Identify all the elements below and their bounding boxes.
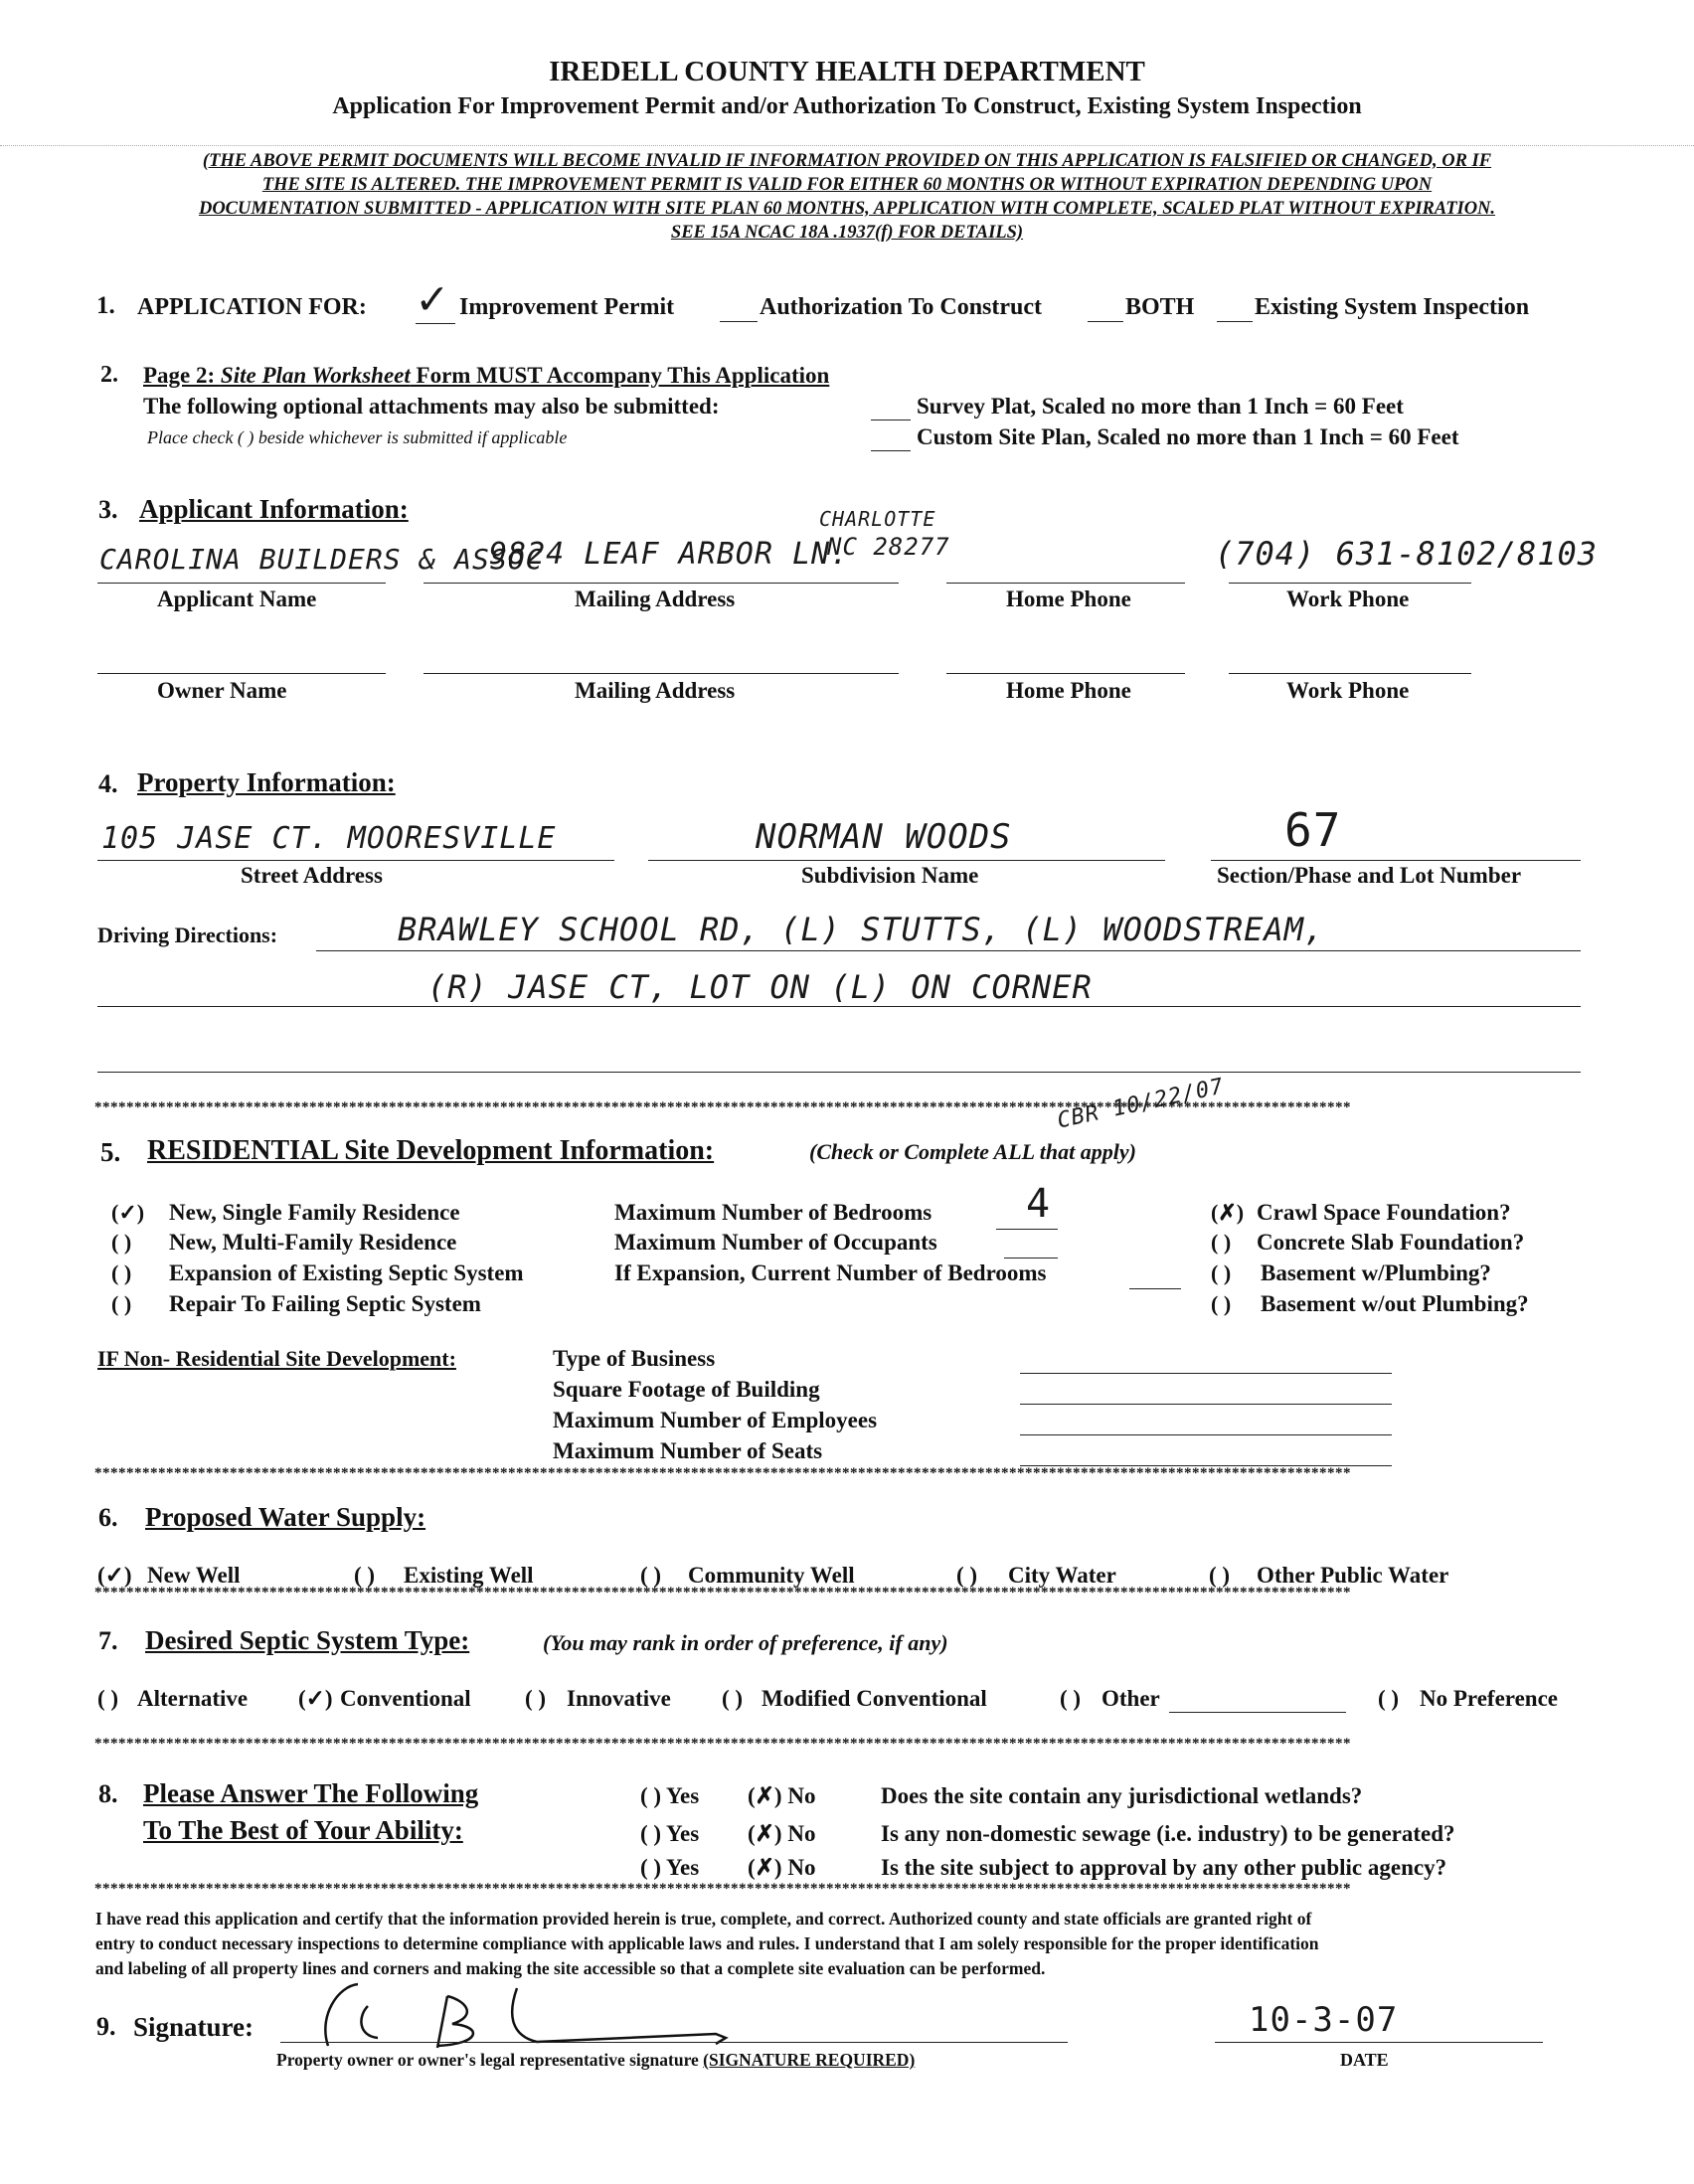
place-check-note: Place check ( ) beside whichever is submitted if applicable xyxy=(147,427,568,447)
innovative-label: Innovative xyxy=(567,1686,671,1711)
warning-line: SEE 15A NCAC 18A .1937(f) FOR DETAILS) xyxy=(670,223,1024,243)
owner-home-phone-line[interactable] xyxy=(946,673,1185,674)
option-survey-plat: Survey Plat, Scaled no more than 1 Inch = 60 Feet xyxy=(917,394,1404,419)
mailing-address-label: Mailing Address xyxy=(575,587,736,611)
max-seats-label: Maximum Number of Seats xyxy=(553,1438,823,1463)
septic-check[interactable]: ( ) xyxy=(97,1686,119,1711)
other-septic-line[interactable] xyxy=(1169,1712,1346,1713)
max-bedrooms-value[interactable]: 4 xyxy=(1026,1181,1052,1227)
res-check[interactable]: ( ) xyxy=(111,1260,132,1285)
residential-subtitle: (Check or Complete ALL that apply) xyxy=(809,1139,1136,1164)
agency-question: Is the site subject to approval by any other public agency? xyxy=(881,1855,1447,1880)
yes-option[interactable]: ( ) Yes xyxy=(640,1855,700,1880)
date-line xyxy=(1215,2042,1543,2043)
section-number: 7. xyxy=(98,1626,118,1655)
date-label: DATE xyxy=(1340,2050,1389,2070)
header-divider xyxy=(0,145,1694,146)
septic-check[interactable]: (✓) xyxy=(298,1686,333,1711)
no-preference-label: No Preference xyxy=(1420,1686,1558,1711)
section-number: 5. xyxy=(100,1137,121,1167)
mailing-address-line xyxy=(424,583,899,584)
lot-number-value[interactable]: 67 xyxy=(1284,803,1342,857)
site-plan-requirement xyxy=(143,363,829,389)
owner-name-line[interactable] xyxy=(97,673,386,674)
water-check[interactable]: ( ) xyxy=(354,1563,376,1588)
yes-option[interactable]: ( ) Yes xyxy=(640,1783,700,1808)
applicant-info-title: Applicant Information: xyxy=(139,494,409,524)
checkbox-line-both[interactable] xyxy=(1088,321,1123,322)
subdivision-value[interactable]: NORMAN WOODS xyxy=(756,817,1012,857)
section-number: 9. xyxy=(96,2012,116,2041)
directions-line-1 xyxy=(316,950,1581,951)
certification-line: and labeling of all property lines and corners and making the site accessible so that a complete site evaluation can be performed. xyxy=(95,1958,1046,1978)
square-footage-line[interactable] xyxy=(1020,1404,1392,1405)
sewage-question: Is any non-domestic sewage (i.e. industry) to be generated? xyxy=(881,1821,1455,1846)
driving-directions-label: Driving Directions: xyxy=(97,923,278,947)
work-phone-label: Work Phone xyxy=(1286,587,1410,611)
directions-line-3[interactable] xyxy=(97,1072,1581,1073)
foundation-check[interactable]: ( ) xyxy=(1211,1260,1232,1285)
lot-number-line xyxy=(1211,860,1581,861)
street-address-label: Street Address xyxy=(241,863,383,888)
checkbox-line-existing[interactable] xyxy=(1217,321,1253,322)
water-check[interactable]: ( ) xyxy=(640,1563,662,1588)
applicant-name-value[interactable]: CAROLINA BUILDERS & ASSOC xyxy=(99,543,544,576)
optional-attachments-text: The following optional attachments may also be submitted: xyxy=(143,394,720,419)
lot-number-label: Section/Phase and Lot Number xyxy=(1217,863,1522,888)
conventional-label: Conventional xyxy=(340,1686,471,1711)
max-occupants-label: Maximum Number of Occupants xyxy=(614,1230,937,1255)
no-option[interactable]: (✗) No xyxy=(748,1821,816,1846)
separator-stars: ************************************************************************************************************************************************************** xyxy=(94,1881,1351,1897)
existing-well-label: Existing Well xyxy=(404,1563,534,1588)
current-bedrooms-line[interactable] xyxy=(1129,1288,1181,1289)
type-of-business-line[interactable] xyxy=(1020,1373,1392,1374)
warning-line: THE SITE IS ALTERED. THE IMPROVEMENT PERMIT IS VALID FOR EITHER 60 MONTHS OR WITHOUT EXPIRATION DEPENDING UPON xyxy=(261,175,1433,195)
signature-caption xyxy=(276,2050,915,2071)
max-employees-line[interactable] xyxy=(1020,1434,1392,1435)
applicant-name-line xyxy=(97,583,386,584)
certification-line: I have read this application and certify that the information provided herein is true, complete, and correct. Authorized county and state officials are granted right of xyxy=(95,1909,1312,1929)
city-value[interactable]: CHARLOTTE xyxy=(819,507,936,531)
signature-required: (SIGNATURE REQUIRED) xyxy=(703,2050,916,2070)
city-water-label: City Water xyxy=(1008,1563,1116,1588)
directions-line-2-value[interactable]: (R) JASE CT, LOT ON (L) ON CORNER xyxy=(427,968,1093,1006)
signature-label: Signature: xyxy=(133,2012,254,2042)
date-value[interactable]: 10-3-07 xyxy=(1249,2000,1399,2040)
inspector-annotation: CBR 10/22/07 xyxy=(1055,1074,1227,1134)
document-subtitle: Application For Improvement Permit and/or Authorization To Construct, Existing System Inspection xyxy=(332,93,1362,119)
site-plan-text-a: Page 2: xyxy=(143,363,221,388)
warning-line: DOCUMENTATION SUBMITTED - APPLICATION WITH SITE PLAN 60 MONTHS, APPLICATION WITH COMPLETE, SCALED PLAT WITHOUT EXPIRATION. xyxy=(198,199,1496,219)
res-check[interactable]: (✓) xyxy=(111,1200,145,1225)
state-zip-value[interactable]: NC 28277 xyxy=(827,533,950,561)
questions-title-1: Please Answer The Following xyxy=(143,1778,479,1808)
option-improvement-permit: Improvement Permit xyxy=(459,294,675,320)
owner-work-phone-line[interactable] xyxy=(1229,673,1471,674)
foundation-check[interactable]: ( ) xyxy=(1211,1230,1232,1255)
basement-plumbing-label: Basement w/Plumbing? xyxy=(1261,1260,1491,1285)
option-existing-system: Existing System Inspection xyxy=(1255,294,1530,320)
water-check[interactable]: (✓) xyxy=(97,1563,132,1588)
foundation-check[interactable]: (✗) xyxy=(1211,1200,1245,1225)
max-bedrooms-line xyxy=(996,1229,1058,1230)
work-phone-line xyxy=(1229,583,1471,584)
septic-check[interactable]: ( ) xyxy=(1060,1686,1082,1711)
checkbox-line-custom-site-plan[interactable] xyxy=(871,450,911,451)
no-option[interactable]: (✗) No xyxy=(748,1783,816,1808)
checkbox-line-authorization[interactable] xyxy=(720,321,758,322)
check-mark: ✓ xyxy=(418,270,447,326)
property-info-title: Property Information: xyxy=(137,767,396,797)
owner-home-phone-label: Home Phone xyxy=(1006,678,1131,703)
current-bedrooms-label: If Expansion, Current Number of Bedrooms xyxy=(614,1260,1047,1285)
signature-caption-a: Property owner or owner's legal representative signature xyxy=(276,2050,704,2070)
expansion-septic-label: Expansion of Existing Septic System xyxy=(169,1260,524,1285)
water-supply-title: Proposed Water Supply: xyxy=(145,1502,426,1532)
subdivision-line xyxy=(648,860,1165,861)
document-title: IREDELL COUNTY HEALTH DEPARTMENT xyxy=(549,56,1145,87)
owner-name-label: Owner Name xyxy=(157,678,287,703)
separator-stars: ************************************************************************************************************************************************************** xyxy=(94,1585,1351,1600)
type-of-business-label: Type of Business xyxy=(553,1346,716,1371)
separator-stars: ************************************************************************************************************************************************************** xyxy=(94,1465,1351,1481)
water-check[interactable]: ( ) xyxy=(956,1563,978,1588)
septic-type-subtitle: (You may rank in order of preference, if any) xyxy=(543,1630,948,1655)
res-check[interactable]: ( ) xyxy=(111,1230,132,1255)
septic-check[interactable]: ( ) xyxy=(525,1686,547,1711)
subdivision-label: Subdivision Name xyxy=(801,863,979,888)
concrete-slab-label: Concrete Slab Foundation? xyxy=(1257,1230,1525,1255)
section-number: 8. xyxy=(98,1779,118,1808)
residential-title: RESIDENTIAL Site Development Information: xyxy=(147,1135,715,1166)
owner-work-phone-label: Work Phone xyxy=(1286,678,1410,703)
home-phone-label: Home Phone xyxy=(1006,587,1131,611)
other-septic-label: Other xyxy=(1101,1686,1160,1711)
separator-stars: ************************************************************************************************************************************************************** xyxy=(94,1736,1351,1752)
mailing-address-value[interactable]: 9824 LEAF ARBOR LN. xyxy=(489,537,850,572)
crawl-space-label: Crawl Space Foundation? xyxy=(1257,1200,1511,1225)
water-check[interactable]: ( ) xyxy=(1209,1563,1231,1588)
community-well-label: Community Well xyxy=(688,1563,855,1588)
other-public-water-label: Other Public Water xyxy=(1257,1563,1449,1588)
repair-septic-label: Repair To Failing Septic System xyxy=(169,1291,481,1316)
certification-line: entry to conduct necessary inspections to determine compliance with applicable laws and rules. I understand that I am solely responsible for the proper identification xyxy=(95,1933,1319,1953)
option-custom-site-plan: Custom Site Plan, Scaled no more than 1 Inch = 60 Feet xyxy=(917,424,1459,449)
yes-option[interactable]: ( ) Yes xyxy=(640,1821,700,1846)
section-number: 6. xyxy=(98,1503,118,1532)
warning-line: (THE ABOVE PERMIT DOCUMENTS WILL BECOME INVALID IF INFORMATION PROVIDED ON THIS APPLICATION IS FALSIFIED OR CHANGED, OR IF xyxy=(202,151,1492,171)
owner-mailing-address-line[interactable] xyxy=(424,673,899,674)
alternative-label: Alternative xyxy=(137,1686,249,1711)
applicant-name-label: Applicant Name xyxy=(157,587,317,611)
section-number: 2. xyxy=(100,362,118,388)
septic-check[interactable]: ( ) xyxy=(1378,1686,1400,1711)
directions-line-1-value[interactable]: BRAWLEY SCHOOL RD, (L) STUTTS, (L) WOODSTREAM, xyxy=(398,911,1325,948)
site-plan-text-b: Site Plan Worksheet xyxy=(220,363,411,388)
directions-line-2 xyxy=(97,1006,1581,1007)
application-for-label: APPLICATION FOR: xyxy=(137,294,367,320)
work-phone-value[interactable]: (704) 631-8102/8103 xyxy=(1215,535,1599,573)
new-well-label: New Well xyxy=(147,1563,241,1588)
street-address-line xyxy=(97,860,614,861)
new-multi-family-label: New, Multi-Family Residence xyxy=(169,1230,457,1255)
res-check[interactable]: ( ) xyxy=(111,1291,132,1316)
separator-stars: ************************************************************************************************************************************************************** xyxy=(94,1099,1351,1115)
site-plan-text-c: Form MUST Accompany This Application xyxy=(410,363,830,388)
section-number: 1. xyxy=(96,292,115,319)
home-phone-line[interactable] xyxy=(946,583,1185,584)
modified-conventional-label: Modified Conventional xyxy=(762,1686,987,1711)
section-number: 3. xyxy=(98,495,118,524)
questions-title-2: To The Best of Your Ability: xyxy=(143,1815,463,1845)
non-residential-label: IF Non- Residential Site Development: xyxy=(97,1346,456,1371)
max-occupants-line[interactable] xyxy=(1004,1258,1058,1259)
section-number: 4. xyxy=(98,769,118,798)
owner-mailing-address-label: Mailing Address xyxy=(575,678,736,703)
foundation-check[interactable]: ( ) xyxy=(1211,1291,1232,1316)
max-bedrooms-label: Maximum Number of Bedrooms xyxy=(614,1200,932,1225)
signature-line xyxy=(280,2042,1068,2043)
street-address-value[interactable]: 105 JASE CT. MOORESVILLE xyxy=(101,821,557,856)
no-option[interactable]: (✗) No xyxy=(748,1855,816,1880)
square-footage-label: Square Footage of Building xyxy=(553,1377,820,1402)
septic-check[interactable]: ( ) xyxy=(722,1686,744,1711)
new-single-family-label: New, Single Family Residence xyxy=(169,1200,460,1225)
basement-no-plumbing-label: Basement w/out Plumbing? xyxy=(1261,1291,1529,1316)
septic-type-title: Desired Septic System Type: xyxy=(145,1625,470,1655)
max-employees-label: Maximum Number of Employees xyxy=(553,1408,878,1432)
wetlands-question: Does the site contain any jurisdictional wetlands? xyxy=(881,1783,1363,1808)
option-authorization: Authorization To Construct xyxy=(760,294,1043,320)
option-both: BOTH xyxy=(1125,294,1195,320)
